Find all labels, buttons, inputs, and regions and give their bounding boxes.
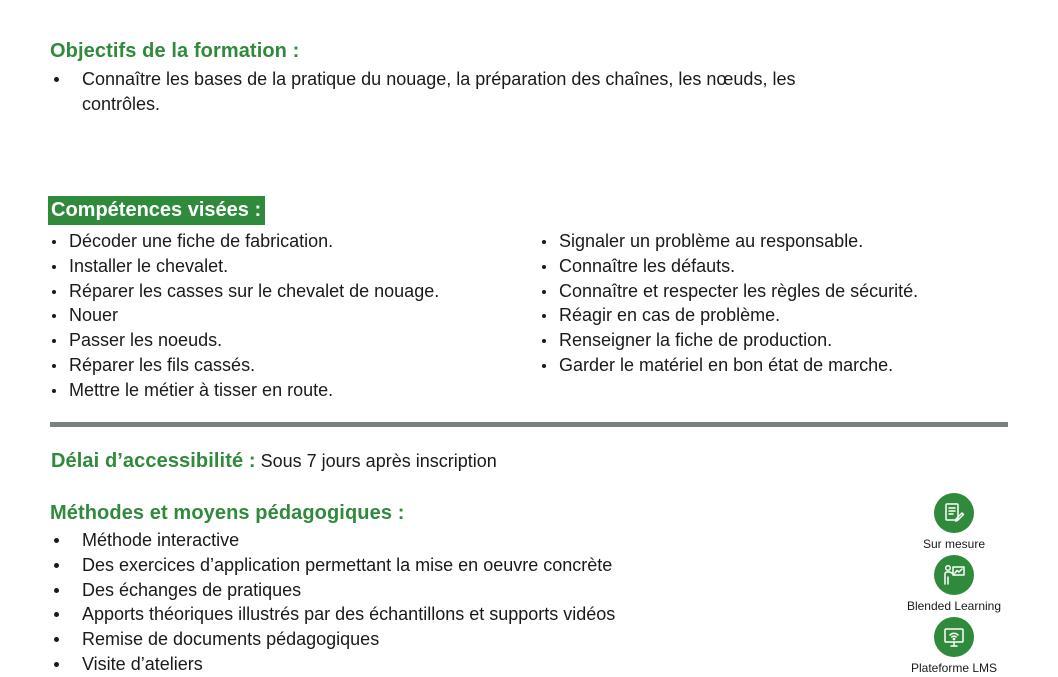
- delai-value: Sous 7 jours après inscription: [255, 451, 497, 471]
- list-item: Installer le chevalet.: [50, 254, 439, 279]
- badge-label: Plateforme LMS: [910, 661, 998, 675]
- badge-label: Blended Learning: [906, 599, 1002, 613]
- presenter-board-icon: [934, 555, 974, 595]
- list-item: Signaler un problème au responsable.: [540, 229, 918, 254]
- badge-blended-learning: [894, 555, 1014, 613]
- delai-line: [51, 449, 497, 474]
- list-item: Renseigner la fiche de production.: [540, 328, 918, 353]
- list-item: Des exercices d’application permettant la mise en oeuvre concrète: [50, 553, 615, 578]
- delai-label: Délai d’accessibilité :: [51, 450, 256, 472]
- list-item: Méthode interactive: [50, 528, 615, 553]
- list-item: Décoder une fiche de fabrication.: [50, 229, 439, 254]
- wifi-monitor-icon: [934, 617, 974, 657]
- list-item: Passer les noeuds.: [50, 328, 439, 353]
- methodes-title: Méthodes et moyens pédagogiques :: [50, 502, 405, 524]
- list-item: Connaître et respecter les règles de sécurité.: [540, 279, 918, 304]
- list-item: Des échanges de pratiques: [50, 578, 615, 603]
- badge-label: Sur mesure: [922, 537, 986, 551]
- list-item: Mettre le métier à tisser en route.: [50, 378, 439, 403]
- objectifs-continuation: contrôles.: [82, 94, 161, 114]
- competences-right-list: [540, 229, 918, 378]
- list-item: Réagir en cas de problème.: [540, 303, 918, 328]
- list-item: Nouer: [50, 303, 439, 328]
- competences-left-list: [50, 229, 439, 403]
- list-item: Garder le matériel en bon état de marche.: [540, 353, 918, 378]
- document-edit-icon: [934, 493, 974, 533]
- competences-title: Compétences visées :: [48, 196, 265, 225]
- list-item: Réparer les fils cassés.: [50, 353, 439, 378]
- list-item: Visite d’ateliers: [50, 652, 615, 677]
- list-item: Connaître les défauts.: [540, 254, 918, 279]
- objectifs-title: Objectifs de la formation :: [50, 40, 300, 62]
- badge-sur-mesure: [894, 493, 1014, 551]
- list-item: Apports théoriques illustrés par des échantillons et supports vidéos: [50, 602, 615, 627]
- badge-plateforme-lms: [894, 617, 1014, 675]
- objectifs-list: [50, 67, 795, 92]
- list-item: Remise de documents pédagogiques: [50, 627, 615, 652]
- list-item: Connaître les bases de la pratique du nouage, la préparation des chaînes, les nœuds, les: [50, 67, 795, 92]
- methodes-list: [50, 528, 615, 677]
- list-item: Réparer les casses sur le chevalet de nouage.: [50, 279, 439, 304]
- section-divider: [50, 422, 1008, 427]
